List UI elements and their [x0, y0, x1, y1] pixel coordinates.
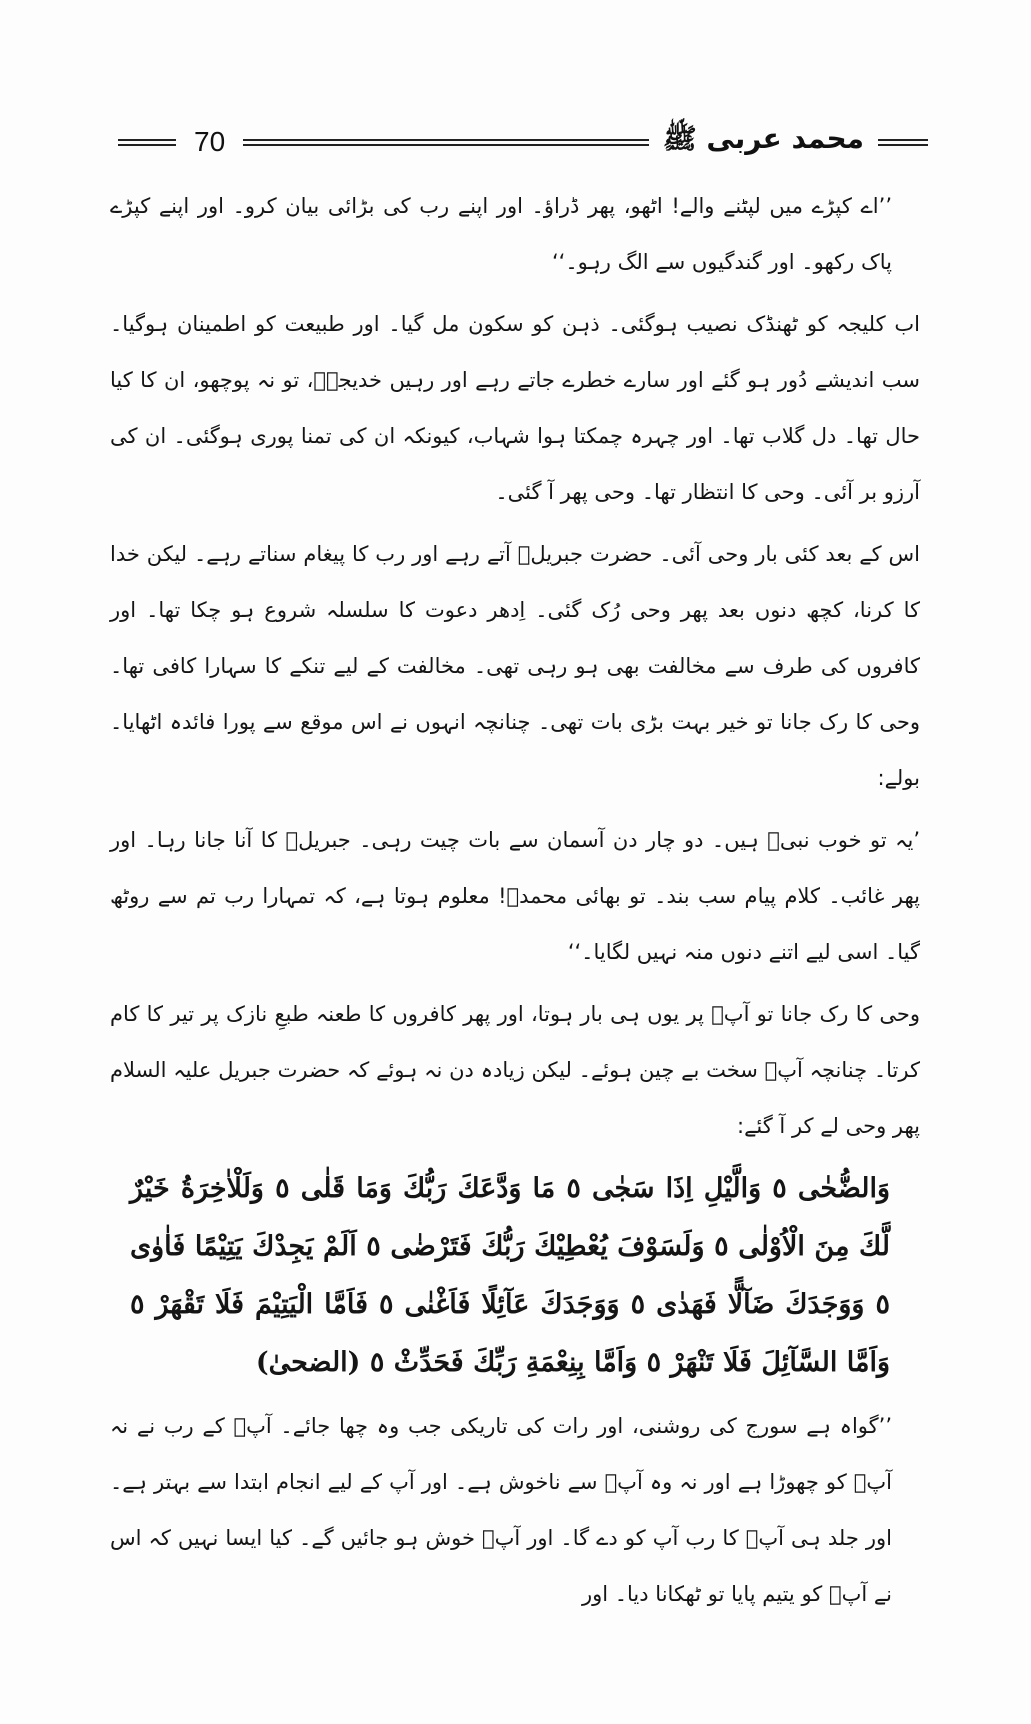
quran-verse: وَالضُّحٰى ٥ وَالَّيْلِ اِذَا سَجٰى ٥ مَا وَدَّعَكَ رَبُّكَ وَمَا قَلٰى ٥ وَلَلْاٰخِرَةُ خَيْرٌ لَّكَ مِنَ الْاُوْلٰى ٥ وَلَسَوْفَ يُعْطِيْكَ رَبُّكَ فَتَرْضٰى ٥ اَلَمْ يَجِدْكَ يَتِيْمًا فَاٰوٰى ٥ وَوَجَدَكَ ضَآلًّا فَهَدٰى ٥ وَوَجَدَكَ عَآئِلًا فَاَغْنٰى ٥ فَاَمَّا الْيَتِيْمَ فَلَا تَقْهَرْ ٥ وَاَمَّا السَّآئِلَ فَلَا تَنْهَرْ ٥ وَاَمَّا بِنِعْمَةِ رَبِّكَ فَحَدِّثْ ٥ (الضحیٰ)	[130, 1173, 891, 1378]
quote-paragraph-1: ’’اے کپڑے میں لپٹنے والے! اٹھو، پھر ڈراؤ۔ اور اپنے رب کی بڑائی بیان کرو۔ اور اپنے کپڑے پاک رکھو۔ اور گندگیوں سے الگ رہو۔‘‘	[110, 194, 892, 274]
verse-translation: ’’گواہ ہے سورج کی روشنی، اور رات کی تاریکی جب وہ چھا جائے۔ آپؐ کے رب نے نہ آپؐ کو چھوڑا ہے اور نہ وہ آپؐ سے ناخوش ہے۔ اور آپ کے لیے انجام ابتدا سے بہتر ہے۔ اور جلد ہی آپؐ کا رب آپ کو دے گا۔ اور آپؐ خوش ہو جائیں گے۔ کیا ایسا نہیں کہ اس نے آپؐ کو یتیم پایا تو ٹھکانا دیا۔ اور	[110, 1414, 892, 1606]
page-number: 70	[194, 126, 226, 157]
body-paragraph-3: اس کے بعد کئی بار وحی آئی۔ حضرت جبریلؑ آتے رہے اور رب کا پیغام سناتے رہے۔ لیکن خدا کا کرنا، کچھ دنوں بعد پھر وحی رُک گئی۔ اِدھر دعوت کا سلسلہ شروع ہو چکا تھا۔ اور کافروں کی طرف سے مخالفت بھی ہو رہی تھی۔ مخالفت کے لیے تنکے کا سہارا کافی تھا۔ وحی کا رک جانا تو خیر بہت بڑی بات تھی۔ چنانچہ انہوں نے اس موقع سے پورا فائدہ اٹھایا۔ بولے:	[110, 542, 920, 790]
page-header	[118, 122, 928, 162]
body-paragraph-5: وحی کا رک جانا تو آپؐ پر یوں ہی بار ہوتا، اور پھر کافروں کا طعنہ طبعِ نازک پر تیر کا کام کرتا۔ چنانچہ آپؐ سخت بے چین ہوئے۔ لیکن زیادہ دن نہ ہوئے کہ حضرت جبریل علیہ السلام پھر وحی لے کر آ گئے:	[110, 1002, 921, 1138]
page-body	[110, 178, 920, 1628]
quote-paragraph-4: ’یہ تو خوب نبیؐ ہیں۔ دو چار دن آسمان سے بات چیت رہی۔ جبریلؑ کا آنا جانا رہا۔ اور پھر غائب۔ کلام پیام سب بند۔ تو بھائی محمدؐ! معلوم ہوتا ہے، کہ تمہارا رب تم سے روٹھ گیا۔ اسی لیے اتنے دنوں منہ نہیں لگایا۔‘‘	[110, 828, 920, 964]
header-rule-left	[118, 139, 176, 146]
body-paragraph-2: اب کلیجہ کو ٹھنڈک نصیب ہوگئی۔ ذہن کو سکون مل گیا۔ اور طبیعت کو اطمینان ہوگیا۔ سب اندیشے دُور ہو گئے اور سارے خطرے جاتے رہے اور رہیں خدیجہؓ، تو نہ پوچھو، ان کا کیا حال تھا۔ دل گلاب تھا۔ اور چہرہ چمکتا ہوا شہاب، کیونکہ ان کی تمنا پوری ہوگئی۔ ان کی آرزو بر آئی۔ وحی کا انتظار تھا۔ وحی پھر آ گئی۔	[110, 312, 920, 504]
running-title: محمد عربی ﷺ	[662, 122, 864, 155]
header-rule-middle	[243, 139, 649, 146]
header-rule-right	[878, 139, 928, 146]
